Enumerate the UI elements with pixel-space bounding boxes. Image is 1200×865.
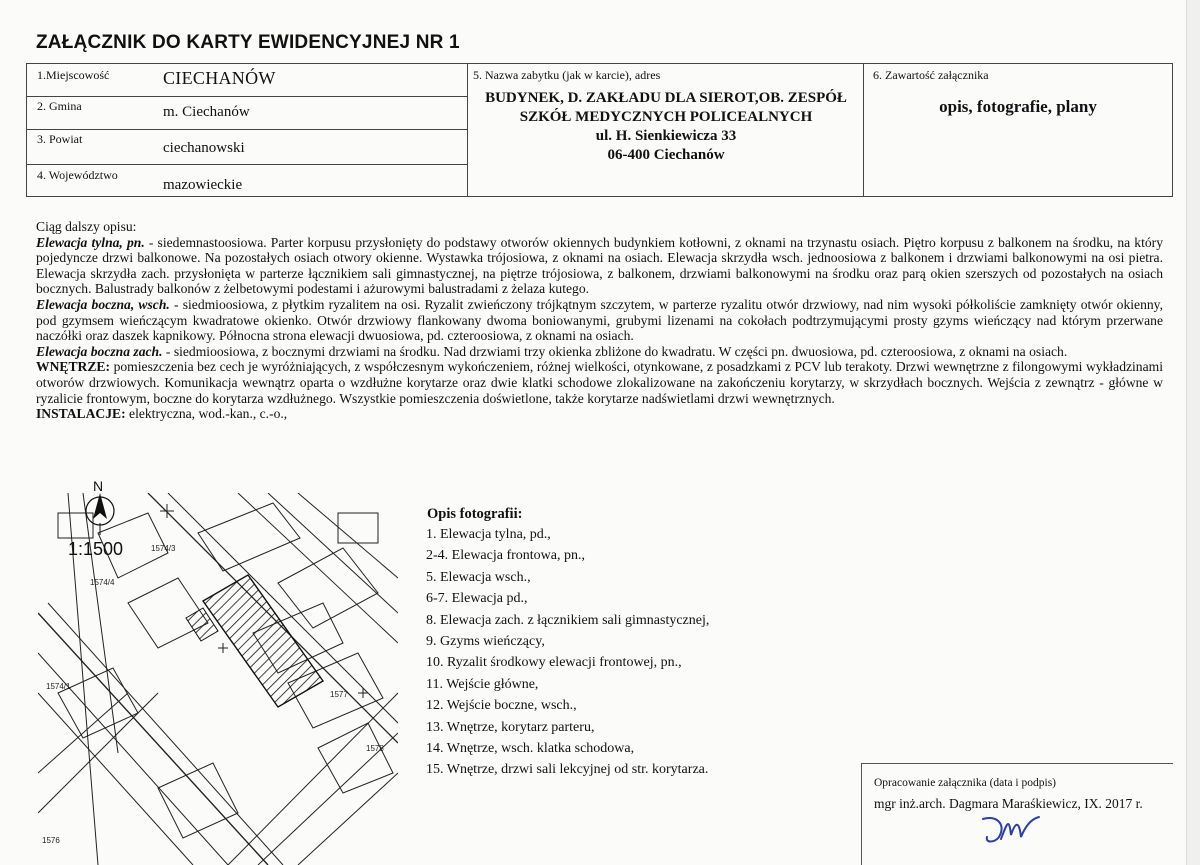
- field-value-zawartosc: opis, fotografie, plany: [939, 97, 1097, 116]
- paragraph-text: elektryczna, wod.-kan., c.-o.,: [125, 406, 288, 422]
- list-item: 6-7. Elewacja pd.,: [426, 591, 528, 607]
- paragraph-text: - siedmioosiowa, z płytkim ryzalitem na osi. Ryzalit zwieńczony trójkątnym szczytem, w parterze ryzalitu otwór drzwiowy, nad nim wysoki półkoliście zamknięty otwór okienny, pod gzymsem wieńczącym kwadratowe okienko. Otwór drzwiowy flankowany dwoma boniowanymi, grubymi lizenami na cokołach podtrzymującymi prosty gzyms wieńczący nad którym przerwane naczółki oraz daszek kapnikowy. Północna strona elewacji dwuosiowa, pd. czteroosiowa, z oknami na osiach.: [36, 296, 1163, 344]
- list-item: 15. Wnętrze, drzwi sali lekcyjnej od str. korytarza.: [426, 762, 709, 778]
- parcel-label: 1577: [330, 690, 348, 699]
- description-paragraph: [36, 235, 1163, 297]
- paragraph-heading: Elewacja boczna zach.: [36, 343, 163, 359]
- page-title: ZAŁĄCZNIK DO KARTY EWIDENCYJNEJ NR 1: [36, 32, 460, 53]
- list-item: 1. Elewacja tylna, pd.,: [426, 527, 551, 542]
- parcel-label: 1578: [366, 744, 384, 753]
- parcel-label: 1576: [42, 836, 60, 845]
- paragraph-heading: INSTALACJE:: [36, 406, 126, 422]
- field-label-zabytek: 5. Nazwa zabytku (jak w karcie), adres: [473, 68, 661, 82]
- photos-title: Opis fotografii:: [427, 506, 523, 522]
- list-item: 11. Wejście główne,: [426, 676, 539, 692]
- north-label: N: [93, 478, 104, 494]
- list-item: 12. Wejście boczne, wsch.,: [426, 698, 577, 714]
- list-item: 8. Elewacja zach. z łącznikiem sali gimnastycznej,: [426, 612, 710, 628]
- monument-postcode: 06-400 Ciechanów: [607, 147, 725, 163]
- description-paragraph: [36, 359, 1163, 406]
- paragraph-text: - siedemnastoosiowa. Parter korpusu przysłonięty do podstawy otworów okiennych budynkiem kotłowni, z oknami na trzynastu osiach. Piętro korpusu z balkonem na środku, na który pojedyncze drzwi balkonowe. Na pozostałych osiach otwory okienne. Wystawka trójosiowa, z oknami na osiach. Elewacja skrzydła wsch. jednoosiowa z balkonem i drzwiami balkonowymi na osi pietra. Elewacja skrzydła zach. przysłonięta w parterze łącznikiem sali gimnastycznej, na piętrze trójosiowa, z balkonem, drzwiami balkonowymi na środku oraz parą okien szerszych od pozostałych na osiach bocznych. Balustrady balkonów z żelbetowymi podestami i ażurowymi balustradami z żelaza kutego.: [36, 234, 1164, 297]
- field-value-wojewodztwo: mazowieckie: [163, 177, 243, 193]
- list-item: 5. Elewacja wsch.,: [426, 569, 531, 585]
- parcel-label: 1574/3: [151, 544, 176, 553]
- paragraph-heading: Elewacja boczna, wsch.: [36, 296, 170, 312]
- field-value-miejscowosc: CIECHANÓW: [163, 68, 276, 88]
- list-item: 13. Wnętrze, korytarz parteru,: [426, 719, 595, 735]
- field-label-gmina: 2. Gmina: [37, 99, 82, 113]
- signature-name: mgr inż.arch. Dagmara Maraśkiewicz, IX. 2017 r.: [874, 796, 1143, 811]
- signature-label: Opracowanie załącznika (data i podpis): [874, 777, 1056, 789]
- field-value-powiat: ciechanowski: [163, 140, 245, 156]
- parcel-label: 1574/1: [46, 682, 71, 691]
- paragraph-heading: WNĘTRZE:: [36, 359, 111, 375]
- paragraph-heading: Elewacja tylna, pn.: [36, 234, 145, 250]
- description-paragraph: [36, 344, 1163, 360]
- divider: [27, 96, 467, 97]
- map-scale: 1:1500: [68, 539, 124, 559]
- paragraph-text: - siedmioosiowa, z bocznymi drzwiami na środku. Nad drzwiami trzy okienka zbliżone do kwadratu. W części pn. dwuosiowa, pd. czteroosiowa, z oknami na osiach.: [162, 343, 1068, 359]
- photos-list: [426, 524, 709, 781]
- list-item: 14. Wnętrze, wsch. klatka schodowa,: [426, 741, 635, 757]
- paragraph-text: pomieszczenia bez cech je wyróżniających, z współczesnym wykończeniem, różnej wielkości, otynkowane, z posadzkami z PCV lub terakoty. Drzwi wewnętrzne z filongowymi wykładzinami otworów drzwiowych. Komunikacja wewnątrz oparta o wzdłużne korytarze oraz dwie klatki schodowe zlokalizowane na zakończeniu korytarzy, w skrzydłach bocznych. Wejścia z zewnątrz - główne w ryzalicie frontowym, boczne do korytarza wzdłużnego. Wszystkie pomieszczenia doświetlone, także korytarze nadświetlami drzwi wewnętrznych.: [36, 359, 1163, 406]
- field-value-gmina: m. Ciechanów: [163, 104, 250, 120]
- list-item: 9. Gzyms wieńczący,: [426, 634, 545, 650]
- description-paragraph: [36, 297, 1163, 344]
- handwritten-signature: [977, 809, 1047, 849]
- monument-line: BUDYNEK, D. ZAKŁADU DLA SIEROT,OB. ZESPÓŁ: [485, 90, 847, 106]
- list-item: 10. Ryzalit środkowy elewacji frontowej, pn.,: [426, 655, 682, 671]
- page-edge: [1186, 0, 1200, 865]
- field-label-wojewodztwo: 4. Województwo: [37, 168, 118, 182]
- description-intro: Ciąg dalszy opisu:: [36, 219, 137, 234]
- parcel-label: 1574/4: [90, 578, 115, 587]
- monument-name: [467, 89, 865, 165]
- description-paragraph: [36, 406, 1163, 422]
- divider: [27, 164, 467, 165]
- building-hatched: [203, 575, 323, 707]
- site-map: [38, 478, 398, 865]
- monument-line: SZKÓŁ MEDYCZNYCH POLICEALNYCH: [519, 109, 813, 125]
- header-table: [26, 63, 1173, 197]
- field-label-zawartosc: 6. Zawartość załącznika: [873, 68, 989, 82]
- signature-box: [861, 763, 1173, 865]
- field-label-miejscowosc: 1.Miejscowość: [37, 68, 110, 82]
- divider: [27, 129, 467, 130]
- monument-address: ul. H. Sienkiewicza 33: [595, 128, 737, 144]
- list-item: 2-4. Elewacja frontowa, pn.,: [426, 548, 585, 564]
- description: [36, 219, 1163, 422]
- field-label-powiat: 3. Powiat: [37, 132, 83, 146]
